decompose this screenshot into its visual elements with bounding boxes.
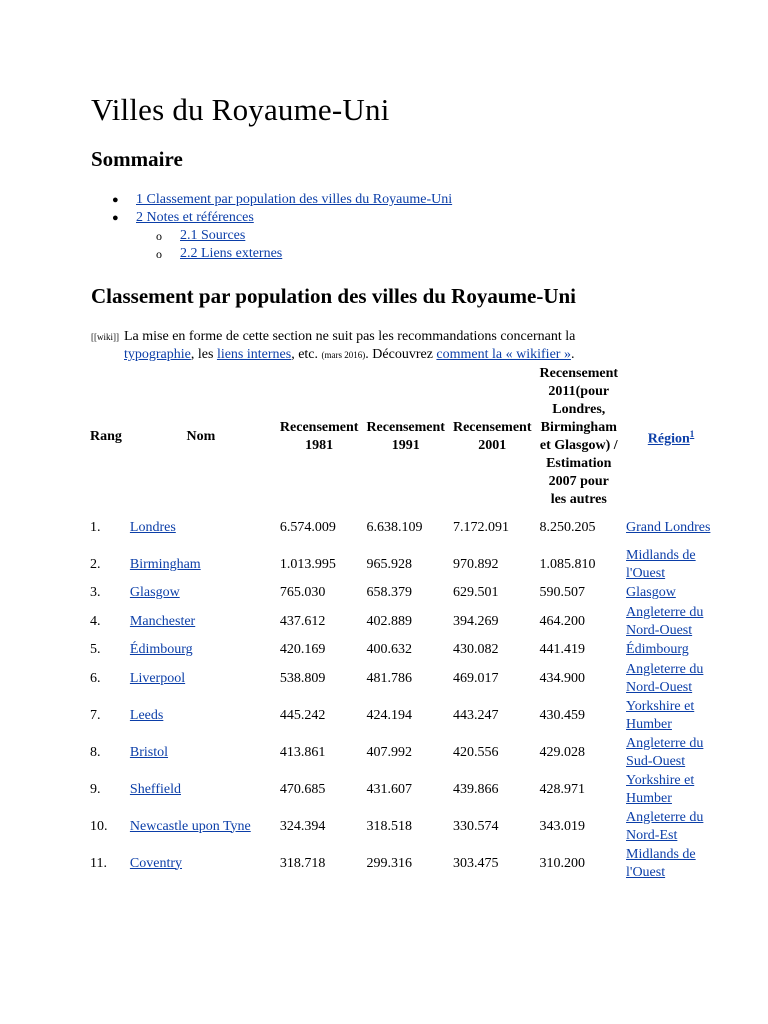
notice-text: La mise en forme de cette section ne suit pas les recommandations concernant la	[124, 329, 576, 344]
cell-name	[126, 845, 276, 882]
cell-2001: 303.475	[452, 855, 499, 871]
toc-heading: Sommaire	[91, 147, 183, 171]
toc-link-sources[interactable]: 2.1 Sources	[180, 228, 246, 243]
cell-2011: 590.507	[539, 585, 585, 600]
region-link[interactable]: Glasgow	[626, 585, 676, 600]
toc-item-2-1	[115, 227, 452, 245]
region-note-link[interactable]: 1	[689, 429, 695, 440]
cell-1991: 965.928	[366, 556, 412, 572]
cell-1981: 538.809	[279, 670, 326, 686]
city-link[interactable]: Leeds	[129, 707, 164, 723]
cell-1981: 324.394	[279, 818, 326, 834]
region-link[interactable]: Angleterre du Nord-Ouest	[626, 604, 704, 638]
city-link[interactable]: Bristol	[129, 744, 169, 760]
table-row	[86, 734, 720, 771]
cell-rank: 5.	[90, 642, 101, 657]
region-link[interactable]: Angleterre du Nord-Ouest	[626, 661, 704, 695]
cell-2001: 394.269	[452, 613, 499, 629]
cell-2001: 443.247	[452, 707, 499, 723]
cell-1991: 400.632	[366, 642, 412, 657]
bullet-icon: ●	[112, 212, 119, 224]
toc-link-notes[interactable]: 2 Notes et références	[136, 210, 254, 225]
region-header-link[interactable]: Région	[647, 431, 690, 447]
header-rank: Rang	[90, 429, 122, 444]
cell-rank: 8.	[90, 744, 101, 760]
header-2001: Recensement 2001	[452, 420, 532, 453]
cell-name	[126, 603, 276, 640]
wikify-notice: [[wiki]] La mise en forme de cette section ne suit pas les recommandations concernant la typographie, les liens internes, etc. (mars 2016). Découvrez comment la « wikifier ».	[91, 329, 576, 362]
region-link[interactable]: Yorkshire et Humber	[626, 772, 695, 806]
cell-region	[622, 640, 720, 660]
cell-region	[622, 660, 720, 697]
cell-name	[126, 583, 276, 603]
notice-date: (mars 2016)	[321, 350, 366, 360]
cell-1991: 318.518	[366, 818, 412, 834]
cell-1981: 437.612	[279, 613, 326, 629]
city-link[interactable]: Liverpool	[129, 670, 186, 686]
table-header-row	[86, 365, 720, 509]
cell-2011: 434.900	[539, 670, 585, 686]
cell-rank: 7.	[90, 707, 101, 723]
cell-2011: 464.200	[539, 613, 585, 629]
cell-name	[126, 509, 276, 546]
cell-1981: 6.574.009	[279, 519, 336, 535]
table-row	[86, 660, 720, 697]
cell-name	[126, 734, 276, 771]
table-row	[86, 640, 720, 660]
cell-1981: 1.013.995	[279, 556, 336, 572]
toc-item-2	[112, 209, 452, 227]
cell-1991: 658.379	[366, 585, 412, 600]
cell-2001: 970.892	[452, 556, 499, 572]
cell-region	[622, 697, 720, 734]
city-link[interactable]: Manchester	[129, 613, 196, 629]
cell-region	[622, 583, 720, 603]
table-row	[86, 509, 720, 546]
city-link[interactable]: Londres	[129, 519, 176, 535]
table-row	[86, 583, 720, 603]
city-link[interactable]: Glasgow	[129, 585, 180, 600]
cell-region	[622, 808, 720, 845]
cell-2011: 430.459	[539, 707, 585, 723]
cell-rank: 3.	[90, 585, 101, 600]
region-link[interactable]: Yorkshire et Humber	[626, 698, 695, 732]
cell-2001: 420.556	[452, 744, 499, 760]
cell-region	[622, 509, 720, 546]
table-row	[86, 771, 720, 808]
cities-table	[86, 365, 720, 882]
cell-name	[126, 808, 276, 845]
table-row	[86, 546, 720, 583]
header-1981: Recensement 1981	[279, 420, 359, 453]
cell-region	[622, 603, 720, 640]
cell-2001: 7.172.091	[452, 519, 509, 535]
header-2011: Recensement 2011(pour Londres, Birmingham et Glasgow) / Estimation 2007 pour les autres	[539, 366, 619, 507]
cell-region	[622, 845, 720, 882]
region-link[interactable]: Midlands de l'Ouest	[626, 547, 696, 581]
cell-1991: 402.889	[366, 613, 412, 629]
city-link[interactable]: Sheffield	[129, 781, 181, 797]
cell-name	[126, 771, 276, 808]
cell-name	[126, 640, 276, 660]
cell-1981: 413.861	[279, 744, 326, 760]
table-row	[86, 845, 720, 882]
cell-1991: 299.316	[366, 855, 412, 871]
header-1991: Recensement 1991	[366, 420, 445, 453]
link-typographie[interactable]: typographie	[124, 347, 191, 362]
cell-2001: 629.501	[452, 585, 499, 600]
region-link[interactable]: Angleterre du Nord-Est	[626, 809, 704, 843]
table-row	[86, 603, 720, 640]
cell-name	[126, 660, 276, 697]
cell-1991: 407.992	[366, 744, 412, 760]
cell-2001: 439.866	[452, 781, 499, 797]
region-link[interactable]: Angleterre du Sud-Ouest	[626, 735, 704, 769]
city-link[interactable]: Newcastle upon Tyne	[129, 818, 251, 834]
link-wikifier[interactable]: comment la « wikifier »	[436, 347, 571, 362]
city-link[interactable]: Coventry	[129, 855, 183, 871]
cell-name	[126, 546, 276, 583]
cell-1991: 6.638.109	[366, 519, 423, 535]
cell-1981: 318.718	[279, 855, 326, 871]
city-link[interactable]: Édimbourg	[129, 642, 193, 657]
section-heading: Classement par population des villes du Royaume-Uni	[91, 284, 577, 308]
cell-2011: 343.019	[539, 818, 585, 834]
cell-2011: 428.971	[539, 781, 585, 797]
cell-2001: 330.574	[452, 818, 499, 834]
city-link[interactable]: Birmingham	[129, 556, 201, 572]
bullet-icon: ●	[112, 194, 119, 206]
cell-2001: 469.017	[452, 670, 499, 686]
cell-1991: 424.194	[366, 707, 412, 723]
cell-1981: 445.242	[279, 707, 326, 723]
cell-2011: 429.028	[539, 744, 585, 760]
toc-item-1	[112, 191, 453, 209]
cell-2011: 310.200	[539, 855, 585, 871]
toc-item-2-2	[115, 245, 452, 263]
wiki-icon: [[wiki]]	[91, 332, 119, 342]
cell-1981: 470.685	[279, 781, 326, 797]
table-of-contents	[112, 191, 453, 263]
cell-1991: 481.786	[366, 670, 412, 686]
link-liens-internes[interactable]: liens internes	[216, 347, 292, 362]
cell-rank: 6.	[90, 670, 101, 686]
cell-2011: 8.250.205	[539, 519, 596, 535]
region-link[interactable]: Édimbourg	[626, 642, 689, 657]
cell-rank: 9.	[90, 781, 101, 797]
circle-bullet-icon: o	[156, 247, 162, 261]
cell-name	[126, 697, 276, 734]
cell-rank: 4.	[90, 613, 101, 629]
cell-2011: 1.085.810	[539, 556, 596, 572]
header-region	[622, 365, 720, 509]
table-row	[86, 697, 720, 734]
cell-region	[622, 546, 720, 583]
cell-rank: 11.	[90, 855, 107, 871]
table-row	[86, 808, 720, 845]
page-title: Villes du Royaume-Uni	[91, 92, 390, 127]
toc-link-liens-externes[interactable]: 2.2 Liens externes	[180, 246, 283, 261]
cell-region	[622, 771, 720, 808]
cell-rank: 10.	[90, 818, 108, 834]
cell-1981: 765.030	[279, 585, 326, 600]
region-link[interactable]: Grand Londres	[626, 519, 711, 535]
toc-link-classement[interactable]: 1 Classement par population des villes du Royaume-Uni	[136, 192, 453, 207]
cell-rank: 1.	[90, 519, 101, 535]
circle-bullet-icon: o	[156, 229, 162, 243]
cell-2001: 430.082	[452, 642, 499, 657]
region-link[interactable]: Midlands de l'Ouest	[626, 846, 696, 880]
cell-region	[622, 734, 720, 771]
cell-rank: 2.	[90, 556, 101, 572]
cell-1981: 420.169	[279, 642, 326, 657]
cell-2011: 441.419	[539, 642, 585, 657]
header-name: Nom	[186, 429, 216, 444]
cell-1991: 431.607	[366, 781, 412, 797]
